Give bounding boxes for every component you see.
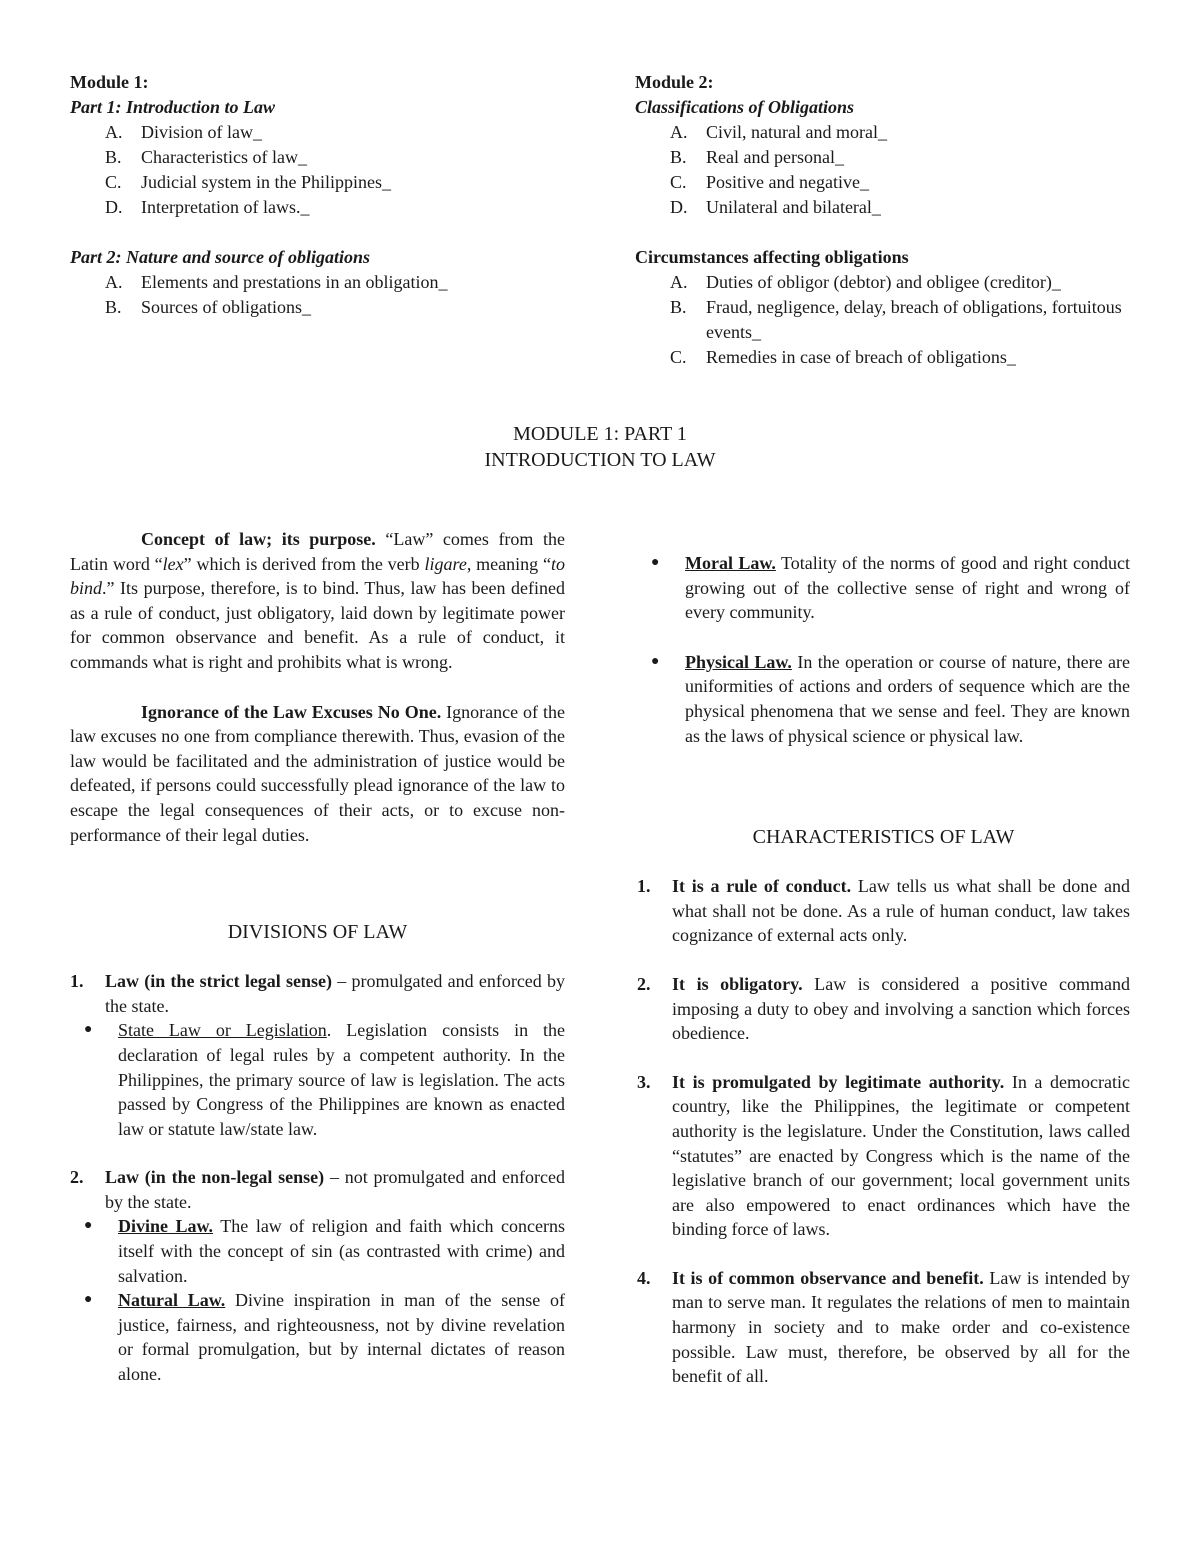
outline-item: B. Characteristics of law_: [105, 147, 307, 167]
module2-outline: [635, 70, 1135, 370]
page-title: [0, 421, 1200, 473]
outline-item: A. Duties of obligor (debtor) and obligee (creditor)_: [670, 272, 1061, 292]
outline-item: A. Civil, natural and moral_: [670, 122, 887, 142]
outline-item: C. Remedies in case of breach of obligations_: [670, 347, 1016, 367]
module1-part1-title: Part 1: Introduction to Law: [70, 97, 276, 117]
concept-paragraph: Concept of law; its purpose. “Law” comes from the Latin word “lex” which is derived from the verb ligare, meaning “to bind.” Its purpose, therefore, is to bind. Thus, law has been defined as a rule of conduct, just obligatory, laid down by legitimate power for common observance and benefit. As a rule of conduct, it commands what is right and prohibits what is wrong.: [70, 529, 566, 672]
left-column: [70, 527, 565, 1387]
outline-item: A. Division of law_: [105, 122, 262, 142]
module2-part2-title: Circumstances affecting obligations: [635, 247, 909, 267]
division-item: 1. Law (in the strict legal sense) – promulgated and enforced by the state.: [70, 971, 566, 1016]
bullet-icon: ●: [84, 1218, 93, 1234]
module1-part2-title: Part 2: Nature and source of obligations: [70, 247, 371, 267]
divisions-heading: DIVISIONS OF LAW: [227, 921, 408, 944]
outline-item: C. Judicial system in the Philippines_: [105, 172, 391, 192]
bullet-item: ● Natural Law. Divine inspiration in man of the sense of justice, fairness, and righteousness, not by divine revelation or formal promulgation, but by internal dictates of reason alone.: [84, 1290, 565, 1385]
bullet-icon: ●: [84, 1292, 93, 1308]
outline-item: D. Unilateral and bilateral_: [670, 197, 881, 217]
page-title-line1: MODULE 1: PART 1: [513, 423, 687, 445]
outline-item: A. Elements and prestations in an obligation_: [105, 272, 448, 292]
module1-title: Module 1:: [70, 72, 149, 92]
module2-title: Module 2:: [635, 72, 714, 92]
bullet-icon: ●: [84, 1022, 93, 1038]
characteristic-item: 2. It is obligatory. Law is considered a positive command imposing a duty to obey and involving a sanction which forces obedience.: [637, 973, 1130, 1044]
right-column: [637, 551, 1130, 1389]
ignorance-paragraph: Ignorance of the Law Excuses No One. Ignorance of the law excuses no one from compliance therewith. Thus, evasion of the law would be facilitated and the administration of justice would be defeated, if persons could successfully plead ignorance of the law to escape the legal consequences of their acts, or to excuse non-performance of their legal duties.: [70, 701, 565, 845]
module2-part1-title: Classifications of Obligations: [635, 97, 855, 117]
division-item: 2. Law (in the non-legal sense) – not promulgated and enforced by the state.: [70, 1167, 566, 1212]
outline-item: B. Fraud, negligence, delay, breach of obligations, fortuitous events_: [670, 297, 1122, 342]
module1-outline: [70, 70, 570, 320]
outline-item: B. Real and personal_: [670, 147, 844, 167]
bullet-icon: ●: [651, 555, 660, 570]
characteristic-item: 1. It is a rule of conduct. Law tells us what shall be done and what shall not be done. As a rule of human conduct, law takes cognizance of external acts only.: [637, 876, 1130, 946]
bullet-item: ● Divine Law. The law of religion and faith which concerns itself with the concept of sin (as contrasted with crime) and salvation.: [84, 1216, 565, 1286]
outline-item: C. Positive and negative_: [670, 172, 869, 192]
characteristics-heading: CHARACTERISTICS OF LAW: [752, 826, 1015, 849]
outline-item: B. Sources of obligations_: [105, 297, 311, 317]
bullet-item: ● Moral Law. Totality of the norms of good and right conduct growing out of the collective sense of right and wrong of every community.: [651, 553, 1130, 623]
outline-item: D. Interpretation of laws._: [105, 197, 310, 217]
characteristic-item: 3. It is promulgated by legitimate authority. In a democratic country, like the Philippines, the legitimate or competent authority is the legislature. Under the Constitution, laws called “statutes” are enacted by Congress which is the name of the legislative branch of our government; local government units are also empowered to enact ordinances which have the binding force of laws.: [637, 1071, 1130, 1240]
page-title-line2: INTRODUCTION TO LAW: [484, 449, 716, 471]
characteristic-item: 4. It is of common observance and benefit. Law is intended by man to serve man. It regulates the relations of men to maintain harmony in society and to make order and co-existence possible. Law must, therefore, be observed by all for the benefit of all.: [637, 1267, 1130, 1387]
bullet-item: ● State Law or Legislation. Legislation consists in the declaration of legal rules by a competent authority. In the Philippines, the primary source of law is legislation. The acts passed by Congress of the Philippines are known as enacted law or statute law/state law.: [84, 1020, 565, 1139]
bullet-icon: ●: [651, 653, 660, 669]
bullet-item: ● Physical Law. In the operation or course of nature, there are uniformities of actions and orders of sequence which are the physical phenomena that we sense and feel. They are known as the laws of physical science or physical law.: [651, 651, 1130, 746]
